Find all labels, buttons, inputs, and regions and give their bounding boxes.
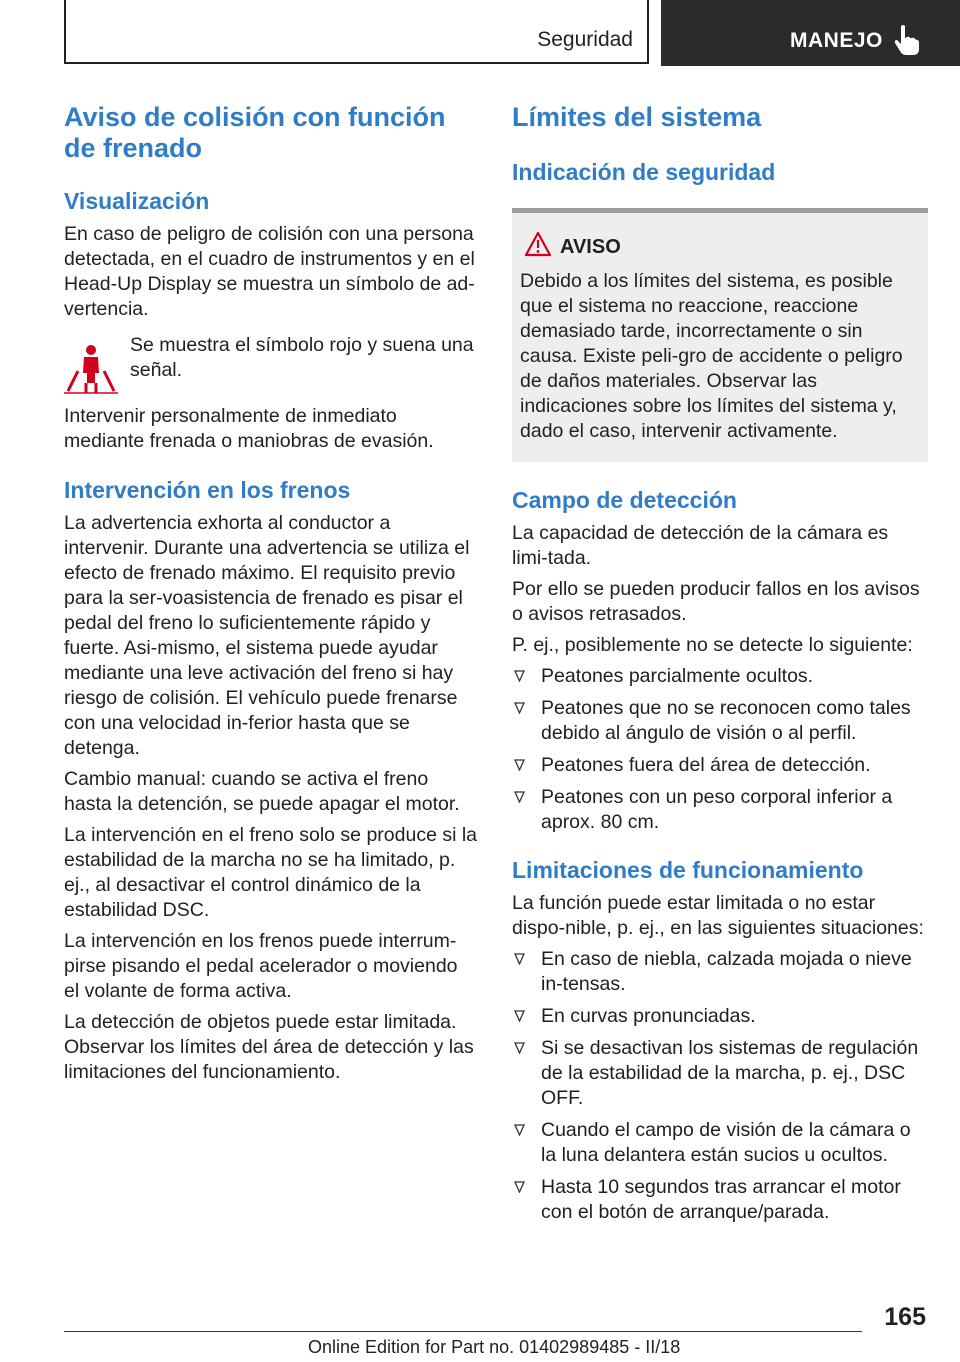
paragraph: La función puede estar limitada o no estar dispo-nible, p. ej., en las siguientes situaciones: [512, 892, 924, 939]
warning-symbol-row [64, 333, 478, 383]
paragraph: La intervención en el freno solo se produce si la estabilidad de la marcha no se ha limitado, p. ej., al desactivar el control dinámico de la estabilidad DSC. [64, 824, 478, 921]
heading-intervencion-frenos: Intervención en los frenos [64, 477, 351, 503]
triangle-bullet-icon [514, 702, 525, 714]
list-item: En caso de niebla, calzada mojada o nieve in-tensas. [512, 947, 928, 997]
triangle-bullet-icon [514, 1124, 525, 1136]
warning-triangle-icon [524, 231, 552, 257]
list-item: Peatones fuera del área de detección. [512, 753, 928, 778]
triangle-bullet-icon [514, 791, 525, 803]
paragraph: Por ello se pueden producir fallos en los avisos o avisos retrasados. [512, 578, 920, 625]
heading-safety-note: Indicación de seguridad [512, 159, 776, 185]
header-chapter-tab [661, 0, 960, 66]
paragraph: La capacidad de detección de la cámara es limi-tada. [512, 522, 889, 569]
paragraph: Intervenir personalmente de inmediato mediante frenada o maniobras de evasión. [64, 405, 434, 452]
right-column [512, 100, 928, 1225]
notice-title [560, 235, 920, 259]
list-item: Peatones que no se reconocen como tales debido al ángulo de visión o al perfil. [512, 696, 928, 746]
notice-title-text: AVISO [560, 236, 621, 258]
footer-divider [64, 1331, 862, 1332]
list-item: En curvas pronunciadas. [512, 1004, 928, 1029]
heading-limitaciones: Limitaciones de funcionamiento [512, 857, 864, 883]
pedestrian-warning-icon [64, 343, 118, 395]
paragraph: La detección de objetos puede estar limitada. Observar los límites del área de detección y las limitaciones del funcionamiento. [64, 1011, 474, 1083]
header-chapter-label: MANEJO [790, 29, 883, 52]
left-column [64, 100, 478, 1085]
paragraph: En caso de peligro de colisión con una persona detectada, en el cuadro de instrumentos y en el Head-Up Display se muestra un símbolo de ad-vertencia. [64, 223, 475, 320]
hand-pointer-icon [893, 24, 921, 56]
triangle-bullet-icon [514, 670, 525, 682]
list-item: Peatones parcialmente ocultos. [512, 664, 928, 689]
section-title-collision-warning: Aviso de colisión con función de frenado [64, 102, 446, 163]
header-section-label: Seguridad [537, 28, 633, 51]
limitations-list [512, 947, 928, 1225]
triangle-bullet-icon [514, 1010, 525, 1022]
header-section-box [64, 0, 649, 64]
paragraph: Cambio manual: cuando se activa el freno hasta la detención, se puede apagar el motor. [64, 768, 460, 815]
triangle-bullet-icon [514, 1181, 525, 1193]
list-item: Hasta 10 segundos tras arrancar el motor con el botón de arranque/parada. [512, 1175, 928, 1225]
heading-campo-deteccion: Campo de detección [512, 487, 737, 513]
triangle-bullet-icon [514, 1042, 525, 1054]
page-number: 165 [884, 1303, 926, 1331]
paragraph: La intervención en los frenos puede interrum-pirse pisando el pedal acelerador o moviendo el volante de forma activa. [64, 930, 458, 1002]
notice-text: Debido a los límites del sistema, es posible que el sistema no reaccione, reaccione demasiado tarde, incorrectamente o sin causa. Existe peli-gro de accidente o peligro de daños materiales. Observar las indicaciones sobre los límites del sistema y, dado el caso, intervenir activamente. [520, 270, 903, 442]
heading-visualizacion: Visualización [64, 188, 210, 214]
triangle-bullet-icon [514, 953, 525, 965]
list-item: Peatones con un peso corporal inferior a aprox. 80 cm. [512, 785, 928, 835]
warning-notice-box [512, 208, 928, 462]
triangle-bullet-icon [514, 759, 525, 771]
footer-edition: Online Edition for Part no. 01402989485 - II/18 [308, 1337, 681, 1357]
warning-symbol-text: Se muestra el símbolo rojo y suena una señal. [130, 334, 474, 381]
detection-list [512, 664, 928, 835]
list-item: Cuando el campo de visión de la cámara o la luna delantera están sucios u ocultos. [512, 1118, 928, 1168]
paragraph: P. ej., posiblemente no se detecte lo siguiente: [512, 634, 913, 656]
list-item: Si se desactivan los sistemas de regulación de la estabilidad de la marcha, p. ej., DSC OFF. [512, 1036, 928, 1111]
paragraph: La advertencia exhorta al conductor a intervenir. Durante una advertencia se utiliza el efecto de frenado máximo. El requisito previo para la ser-voasistencia de frenado es pisar el pedal del freno lo suficientemente rápido y fuerte. Asi-mismo, el sistema puede ayudar mediante una leve activación del freno si hay riesgo de colisión. El vehículo puede frenarse con una velocidad in-ferior hasta que se detenga. [64, 512, 470, 759]
section-title-system-limits: Límites del sistema [512, 102, 762, 132]
